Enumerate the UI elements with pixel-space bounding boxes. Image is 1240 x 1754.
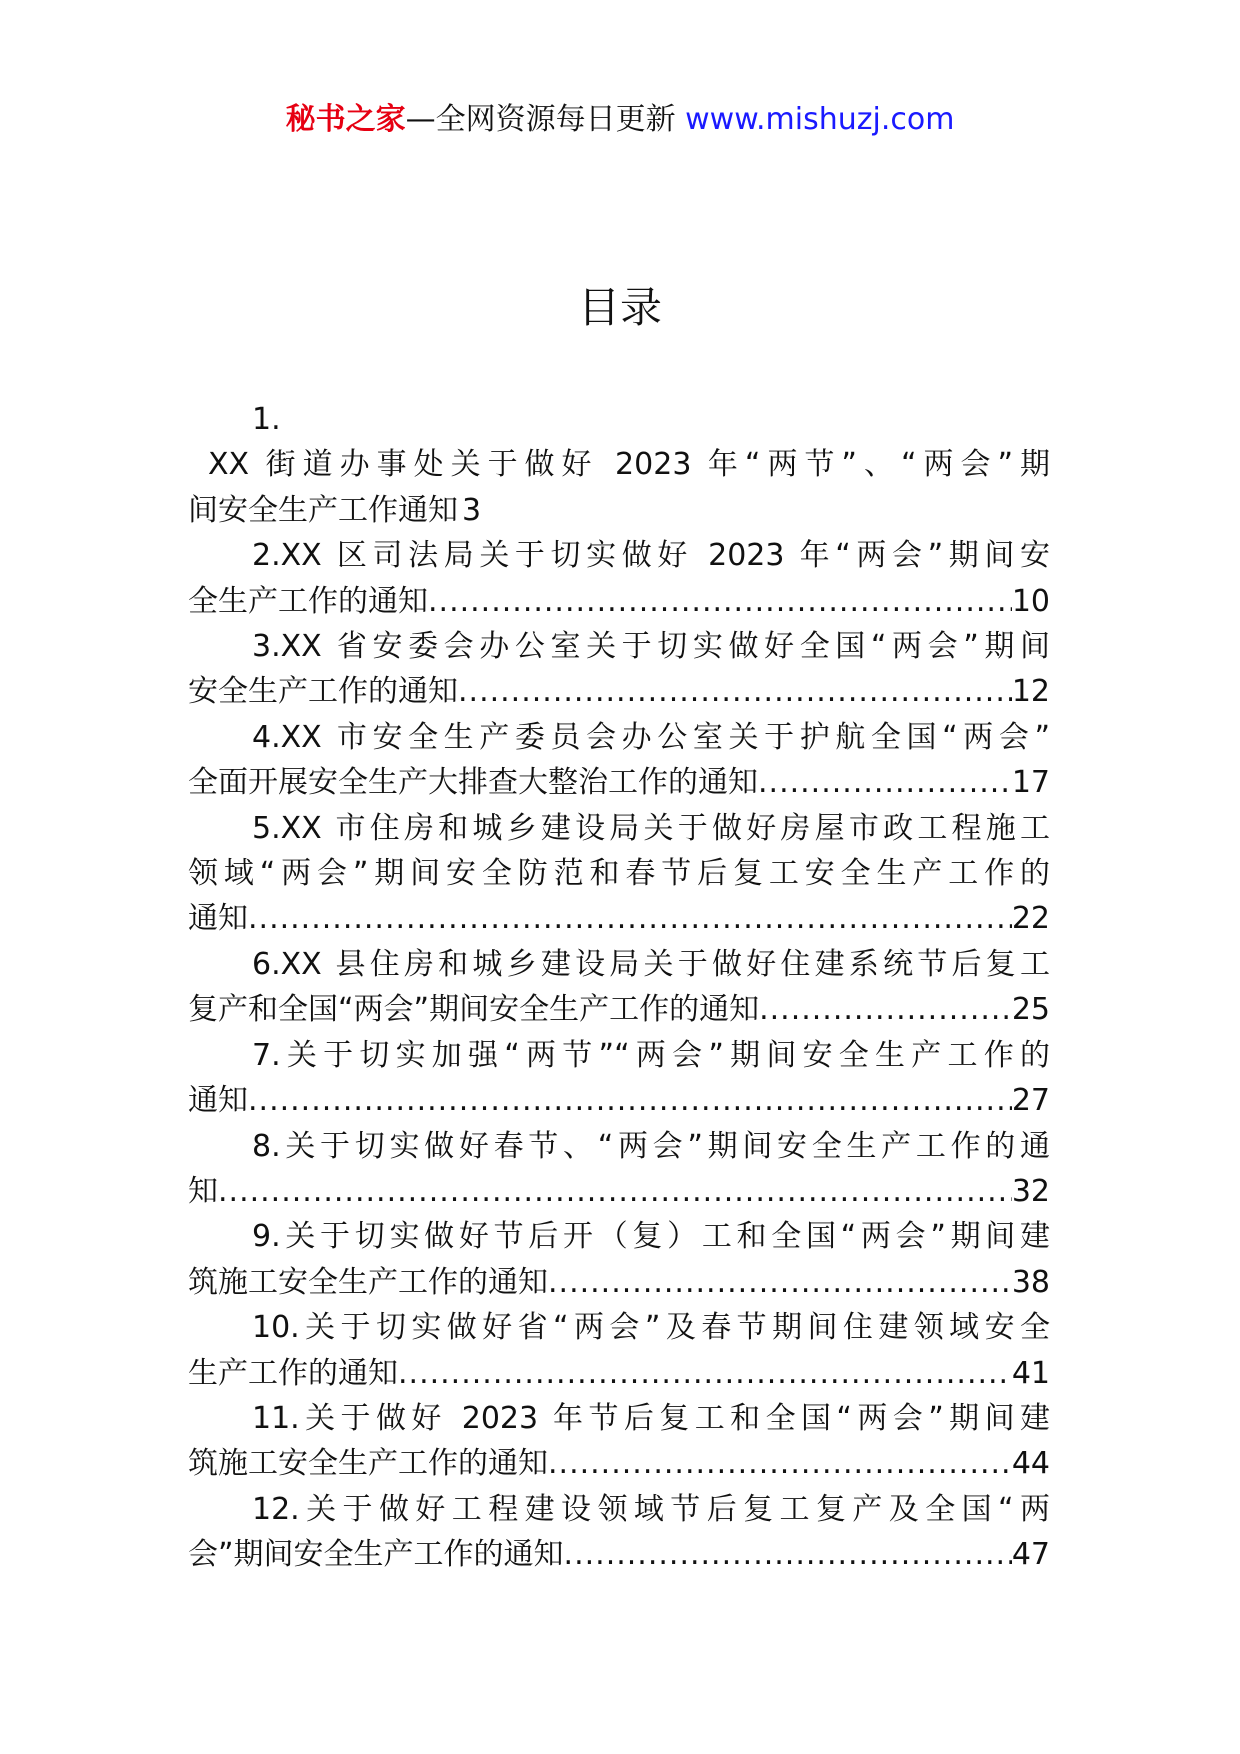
toc-page-number: 47 — [1011, 1537, 1050, 1573]
toc-entry-text: 1. — [252, 402, 281, 437]
toc-entry[interactable] — [188, 1124, 1050, 1215]
toc-entry-text: 安全生产工作的通知 — [188, 674, 458, 710]
brand-name: 秘书之家 — [285, 102, 406, 137]
toc-entry-text: 12.关于做好工程建设领域节后复工复产及全国“两 — [252, 1491, 1050, 1527]
toc-entry-text: 筑施工安全生产工作的通知 — [188, 1264, 548, 1300]
toc-entry-text: 8.关于切实做好春节、“两会”期间安全生产工作的通 — [252, 1128, 1050, 1164]
toc-entry[interactable] — [188, 715, 1050, 806]
banner-tagline: —全网资源每日更新 — [405, 102, 676, 137]
toc-entry-text: 6.XX 县住房和城乡建设局关于做好住建系统节后复工 — [252, 946, 1050, 982]
toc-entry-text: 通知 — [188, 901, 248, 937]
toc-entry-text: 3.XX 省安委会办公室关于切实做好全国“两会”期间 — [252, 629, 1050, 665]
toc-entry[interactable] — [188, 624, 1050, 715]
dot-leader — [548, 1441, 1012, 1486]
site-banner — [0, 100, 1240, 140]
page-title: 目录 — [577, 283, 662, 332]
dot-leader — [218, 1169, 1012, 1214]
toc-page-number: 3 — [462, 492, 482, 528]
dot-leader — [248, 896, 1012, 941]
toc-page-number: 10 — [1011, 583, 1050, 619]
toc-entry-text: 10.关于切实做好省“两会”及春节期间住建领域安全 — [252, 1310, 1050, 1346]
toc-page-number: 17 — [1011, 765, 1050, 801]
toc-page-number: 41 — [1011, 1355, 1050, 1391]
website-link[interactable]: www.mishuzj.com — [685, 102, 955, 137]
toc-page-number: 25 — [1011, 992, 1050, 1028]
toc-page-number: 32 — [1011, 1173, 1050, 1209]
toc-entry[interactable] — [188, 1305, 1050, 1396]
toc-page-number: 12 — [1011, 674, 1050, 710]
dot-leader — [564, 1532, 1012, 1577]
toc-entry-text: 11.关于做好 2023 年节后复工和全国“两会”期间建 — [252, 1400, 1050, 1436]
toc-entry-text: 全生产工作的通知 — [188, 583, 428, 619]
toc-entry-text: 会”期间安全生产工作的通知 — [188, 1537, 564, 1573]
toc-entry[interactable] — [188, 397, 1050, 533]
toc-entry-text: 领域“两会”期间安全防范和春节后复工安全生产工作的 — [188, 856, 1050, 892]
toc-entry-text: 复产和全国“两会”期间安全生产工作的通知 — [188, 992, 760, 1028]
toc-entry[interactable] — [188, 533, 1050, 624]
toc-entry-text: 筑施工安全生产工作的通知 — [188, 1446, 548, 1482]
toc-entry[interactable] — [188, 942, 1050, 1033]
toc-entry-text: 4.XX 市安全生产委员会办公室关于护航全国“两会” — [252, 719, 1050, 755]
dot-leader — [758, 760, 1012, 805]
toc-page-number: 22 — [1011, 901, 1050, 937]
toc-entry-text: 9.关于切实做好节后开（复）工和全国“两会”期间建 — [252, 1219, 1050, 1255]
toc-page-number: 38 — [1011, 1264, 1050, 1300]
toc-entry[interactable] — [188, 1487, 1050, 1578]
dot-leader — [458, 669, 1012, 714]
toc-entry[interactable] — [188, 806, 1050, 942]
dot-leader — [248, 1078, 1012, 1123]
toc-entry-text: 2.XX 区司法局关于切实做好 2023 年“两会”期间安 — [252, 538, 1050, 574]
toc-entry-text: 知 — [188, 1173, 218, 1209]
table-of-contents — [188, 397, 1050, 1578]
dot-leader — [398, 1351, 1012, 1396]
dot-leader — [759, 987, 1012, 1032]
toc-page-number: 27 — [1011, 1083, 1050, 1119]
toc-entry[interactable] — [188, 1214, 1050, 1305]
dot-leader — [548, 1260, 1012, 1305]
toc-entry-text: 通知 — [188, 1083, 248, 1119]
dot-leader — [428, 579, 1012, 624]
toc-entry-text: 全面开展安全生产大排查大整治工作的通知 — [188, 765, 758, 801]
toc-entry-text: 生产工作的通知 — [188, 1355, 398, 1391]
toc-entry[interactable] — [188, 1396, 1050, 1487]
toc-entry-text: XX 街道办事处关于做好 2023 年“两节”、“两会”期 — [208, 447, 1050, 483]
toc-entry-text: 间安全生产工作通知 — [188, 492, 458, 528]
toc-entry-text: 5.XX 市住房和城乡建设局关于做好房屋市政工程施工 — [252, 810, 1050, 846]
toc-entry-text: 7.关于切实加强“两节”“两会”期间安全生产工作的 — [252, 1037, 1050, 1073]
toc-page-number: 44 — [1011, 1446, 1050, 1482]
toc-entry[interactable] — [188, 1033, 1050, 1124]
